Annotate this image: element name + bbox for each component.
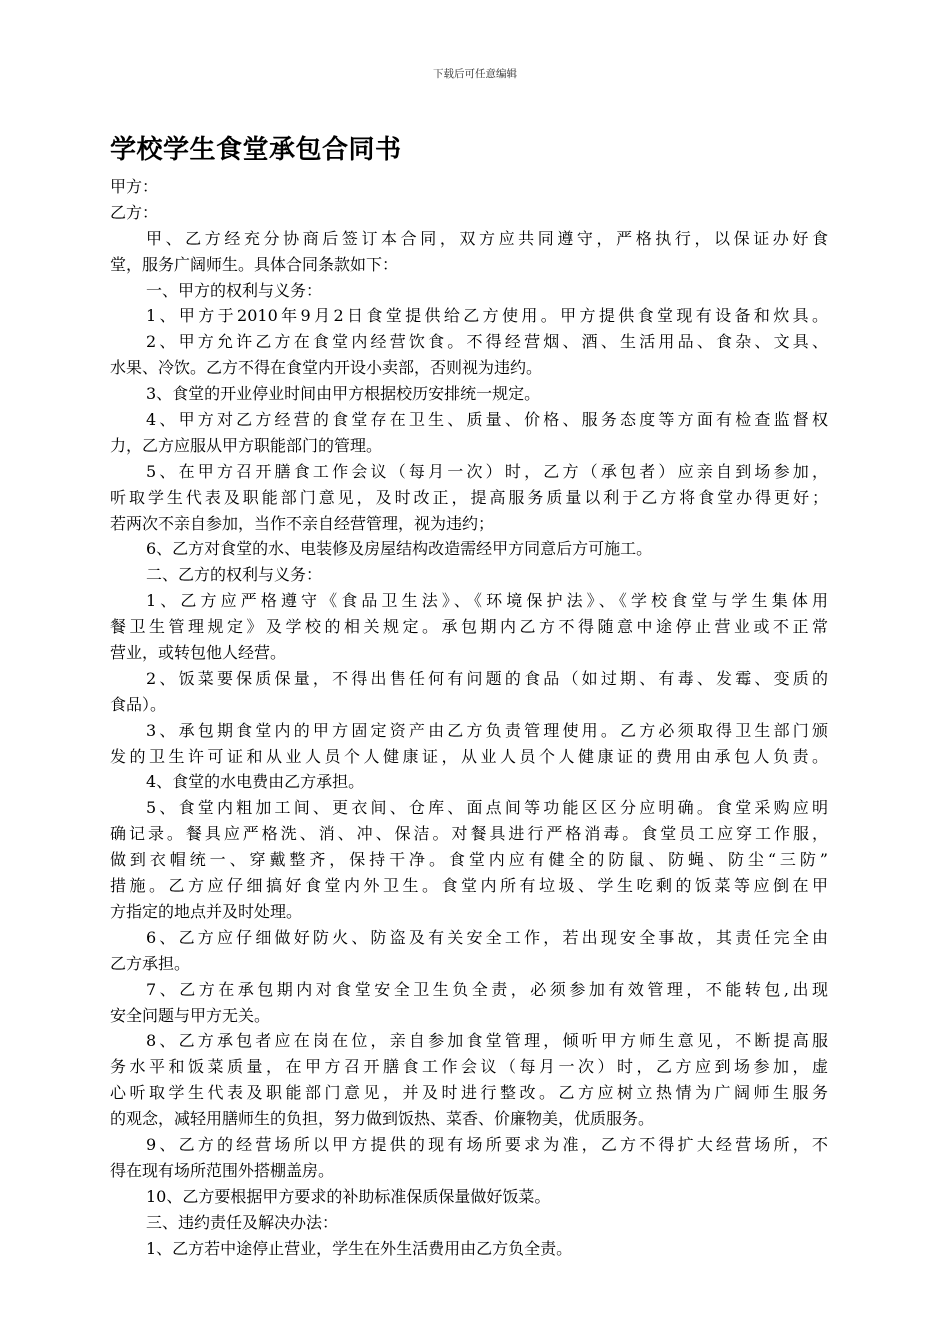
contract-line: 堂，服务广阔师生。具体合同条款如下： — [110, 254, 399, 274]
contract-line: 1、乙方应严格遵守《食品卫生法》、《环境保护法》、《学校食堂与学生集体用 — [146, 591, 828, 611]
contract-line: 得在现有场所范围外搭棚盖房。 — [110, 1160, 335, 1180]
contract-line: 5、在甲方召开膳食工作会议（每月一次）时，乙方（承包者）应亲自到场参加， — [146, 461, 828, 481]
contract-line: 4、食堂的水电费由乙方承担。 — [146, 772, 365, 792]
contract-line: 餐卫生管理规定》及学校的相关规定。承包期内乙方不得随意中途停止营业或不正常 — [110, 617, 828, 637]
contract-line: 做到衣帽统一、穿戴整齐，保持干净。食堂内应有健全的防鼠、防蝇、防尘“三防” — [110, 850, 828, 870]
contract-line: 营业，或转包他人经营。 — [110, 643, 287, 663]
header-note: 下载后可任意编辑 — [433, 68, 517, 80]
contract-line: 1、甲方于2010年9月2日食堂提供给乙方使用。甲方提供食堂现有设备和炊具。 — [146, 306, 828, 326]
contract-line: 9、乙方的经营场所以甲方提供的现有场所要求为准，乙方不得扩大经营场所，不 — [146, 1134, 828, 1154]
contract-line: 3、承包期食堂内的甲方固定资产由乙方负责管理使用。乙方必须取得卫生部门颁 — [146, 720, 828, 740]
contract-line: 三、违约责任及解决办法： — [146, 1212, 339, 1232]
contract-line: 措施。乙方应仔细搞好食堂内外卫生。食堂内所有垃圾、学生吃剩的饭菜等应倒在甲 — [110, 876, 828, 896]
contract-line: 4、甲方对乙方经营的食堂存在卫生、质量、价格、服务态度等方面有检查监督权 — [146, 410, 828, 430]
contract-line: 确记录。餐具应严格洗、消、冲、保洁。对餐具进行严格消毒。食堂员工应穿工作服， — [110, 824, 828, 844]
contract-line: 6、乙方对食堂的水、电装修及房屋结构改造需经甲方同意后方可施工。 — [146, 539, 653, 559]
contract-line: 2、甲方允许乙方在食堂内经营饮食。不得经营烟、酒、生活用品、食杂、文具、 — [146, 332, 828, 352]
contract-line: 1、乙方若中途停止营业，学生在外生活费用由乙方负全责。 — [146, 1238, 573, 1258]
contract-line: 若两次不亲自参加，当作不亲自经营管理，视为违约； — [110, 513, 495, 533]
contract-line: 一、甲方的权利与义务： — [146, 280, 323, 300]
contract-line: 水果、冷饮。乙方不得在食堂内开设小卖部，否则视为违约。 — [110, 358, 543, 378]
contract-line: 方指定的地点并及时处理。 — [110, 901, 303, 921]
contract-line: 6、乙方应仔细做好防火、防盗及有关安全工作，若出现安全事故，其责任完全由 — [146, 927, 828, 947]
contract-line: 10、乙方要根据甲方要求的补助标准保质保量做好饭菜。 — [146, 1186, 551, 1206]
contract-line: 8、乙方承包者应在岗在位，亲自参加食堂管理，倾听甲方师生意见，不断提高服 — [146, 1031, 828, 1051]
contract-line: 心听取学生代表及职能部门意见，并及时进行整改。乙方应树立热情为广阔师生服务 — [110, 1083, 828, 1103]
contract-line: 乙方： — [110, 202, 159, 222]
contract-line: 食品）。 — [110, 694, 167, 714]
contract-line: 听取学生代表及职能部门意见，及时改正，提高服务质量以利于乙方将食堂办得更好； — [110, 487, 828, 507]
page-title: 学校学生食堂承包合同书 — [110, 135, 402, 165]
contract-line: 3、食堂的开业停业时间由甲方根据校历安排统一规定。 — [146, 384, 541, 404]
contract-line: 务水平和饭菜质量，在甲方召开膳食工作会议（每月一次）时，乙方应到场参加，虚 — [110, 1057, 828, 1077]
contract-line: 发的卫生许可证和从业人员个人健康证，从业人员个人健康证的费用由承包人负责。 — [110, 746, 828, 766]
contract-line: 力，乙方应服从甲方职能部门的管理。 — [110, 435, 383, 455]
contract-line: 安全问题与甲方无关。 — [110, 1005, 271, 1025]
contract-line: 甲、乙方经充分协商后签订本合同，双方应共同遵守，严格执行，以保证办好食 — [146, 228, 828, 248]
contract-body — [110, 174, 828, 1261]
contract-line: 5、食堂内粗加工间、更衣间、仓库、面点间等功能区区分应明确。食堂采购应明 — [146, 798, 828, 818]
contract-line: 2、饭菜要保质保量，不得出售任何有问题的食品（如过期、有毒、发霉、变质的 — [146, 668, 828, 688]
contract-line: 的观念，减轻用膳师生的负担，努力做到饭热、菜香、价廉物美，优质服务。 — [110, 1109, 655, 1129]
contract-line: 7、乙方在承包期内对食堂安全卫生负全责，必须参加有效管理，不能转包,出现 — [146, 979, 828, 999]
contract-line: 甲方： — [110, 177, 159, 196]
contract-line: 乙方承担。 — [110, 953, 191, 973]
contract-line: 二、乙方的权利与义务： — [146, 565, 323, 585]
